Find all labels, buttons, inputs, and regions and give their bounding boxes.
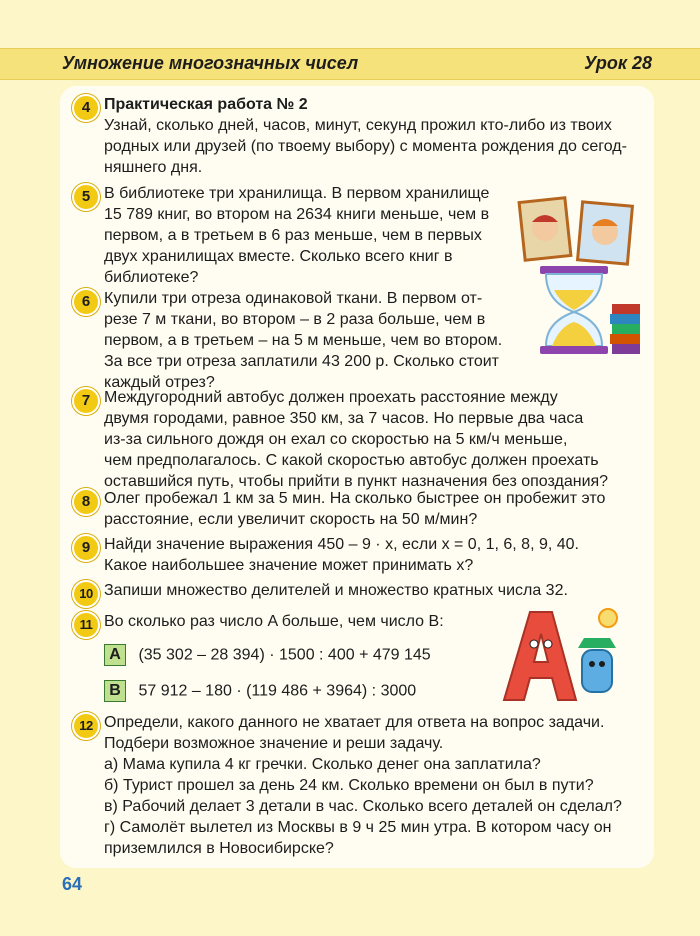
label-b-box: В xyxy=(104,680,126,702)
task-text-line: Олег пробежал 1 км за 5 мин. На сколько быстрее он пробежит это xyxy=(104,490,606,507)
task-number-badge: 7 xyxy=(72,387,100,415)
task-text-line: библиотеке? xyxy=(104,269,199,286)
letter-b-eye xyxy=(589,661,595,667)
book-2 xyxy=(610,314,640,324)
task-text-line: двух хранилищах вместе. Сколько всего книг в xyxy=(104,248,453,265)
letter-a-character xyxy=(504,612,576,700)
letters-a-b-illustration xyxy=(496,604,626,704)
task-title: Практическая работа № 2 xyxy=(104,96,308,113)
letter-a-eye xyxy=(544,640,552,648)
label-a-box: А xyxy=(104,644,126,666)
expression-a-row xyxy=(104,644,492,666)
task-12 xyxy=(72,712,647,859)
task-text-line: Подбери возможное значение и реши задачу. xyxy=(104,735,444,752)
task-text-line: расстояние, если увеличит скорость на 50 м/мин? xyxy=(104,511,478,528)
task-text-line: Определи, какого данного не хватает для ответа на вопрос задачи. xyxy=(104,714,605,731)
task-number-badge: 9 xyxy=(72,534,100,562)
task-number-badge: 8 xyxy=(72,488,100,516)
topic-title: Умножение многозначных чисел xyxy=(62,53,359,73)
book-1 xyxy=(612,304,640,314)
task-number-badge: 11 xyxy=(72,611,100,639)
task-text-line: оставшийся путь, чтобы прийти в пункт назначения без опоздания? xyxy=(104,473,609,490)
task-text-line: Междугородний автобус должен проехать расстояние между xyxy=(104,389,558,406)
task-7 xyxy=(72,387,647,492)
lesson-number: Урок 28 xyxy=(584,53,652,73)
task-text-line: няшнего дня. xyxy=(104,159,203,176)
task-9 xyxy=(72,534,647,576)
task-5 xyxy=(72,183,512,288)
page-number: 64 xyxy=(62,874,83,894)
task-4 xyxy=(72,94,647,178)
task-text-line: Найди значение выражения 450 – 9 · x, если x = 0, 1, 6, 8, 9, 40. xyxy=(104,536,579,553)
letter-b-hat xyxy=(578,638,616,648)
task-text-line: двумя городами, равное 350 км, за 7 часов. Но первые два часа xyxy=(104,410,584,427)
book-5 xyxy=(612,344,640,354)
hourglass-top-cap xyxy=(540,266,608,274)
task-number-badge: 12 xyxy=(72,712,100,740)
task-text-line: из-за сильного дождя он ехал со скоростью на 5 км/ч меньше, xyxy=(104,431,568,448)
letter-a-eye xyxy=(530,640,538,648)
hourglass-portraits-illustration xyxy=(516,194,644,360)
task-6 xyxy=(72,288,512,393)
task-text-line: Узнай, сколько дней, часов, минут, секунд прожил кто-либо из твоих xyxy=(104,117,612,134)
task-text-line: Запиши множество делителей и множество кратных числа 32. xyxy=(104,582,568,599)
task-text-line: а) Мама купила 4 кг гречки. Сколько денег она заплатила? xyxy=(104,756,541,773)
task-number-badge: 6 xyxy=(72,288,100,316)
expression-b-row xyxy=(104,680,492,702)
task-text-line: резе 7 м ткани, во втором – в 2 раза больше, чем в xyxy=(104,311,486,328)
letter-b-character xyxy=(582,650,612,692)
task-10 xyxy=(72,580,647,601)
task-text-line: в) Рабочий делает 3 детали в час. Сколько всего деталей он сделал? xyxy=(104,798,622,815)
letter-b-eye xyxy=(599,661,605,667)
task-text-line: чем предполагалось. С какой скоростью автобус должен проехать xyxy=(104,452,599,469)
task-text-line: Какое наибольшее значение может принимать x? xyxy=(104,557,474,574)
task-text-line: 15 789 книг, во втором на 2634 книги меньше, чем в xyxy=(104,206,490,223)
task-text-line: Во сколько раз число A больше, чем число B: xyxy=(104,613,444,630)
book-3 xyxy=(612,324,640,334)
book-4 xyxy=(610,334,640,344)
sun-icon xyxy=(599,609,617,627)
expression-a: (35 302 – 28 394) · 1500 : 400 + 479 145 xyxy=(138,646,431,664)
task-text-line: Купили три отреза одинаковой ткани. В первом от- xyxy=(104,290,483,307)
expression-b: 57 912 – 180 · (119 486 + 3964) : 3000 xyxy=(138,682,417,700)
hourglass-base xyxy=(540,346,608,354)
task-text-line: каждый отрез? xyxy=(104,374,215,391)
task-text-line: первом, а в третьем – на 5 м меньше, чем во втором. xyxy=(104,332,503,349)
task-text-line: г) Самолёт вылетел из Москвы в 9 ч 25 мин утра. В котором часу он xyxy=(104,819,612,836)
lesson-header xyxy=(0,48,700,80)
task-text-line: первом, а в третьем в 6 раз меньше, чем в первых xyxy=(104,227,482,244)
task-8 xyxy=(72,488,647,530)
task-text-line: б) Турист прошел за день 24 км. Сколько времени он был в пути? xyxy=(104,777,594,794)
task-text-line: родных или друзей (по твоему выбору) с момента рождения до сегод- xyxy=(104,138,627,155)
task-number-badge: 4 xyxy=(72,94,100,122)
task-text-line: В библиотеке три хранилища. В первом хранилище xyxy=(104,185,490,202)
task-number-badge: 10 xyxy=(72,580,100,608)
task-number-badge: 5 xyxy=(72,183,100,211)
task-text-line: приземлился в Новосибирске? xyxy=(104,840,334,857)
task-text-line: За все три отреза заплатили 43 200 р. Сколько стоит xyxy=(104,353,500,370)
task-11 xyxy=(72,611,492,702)
